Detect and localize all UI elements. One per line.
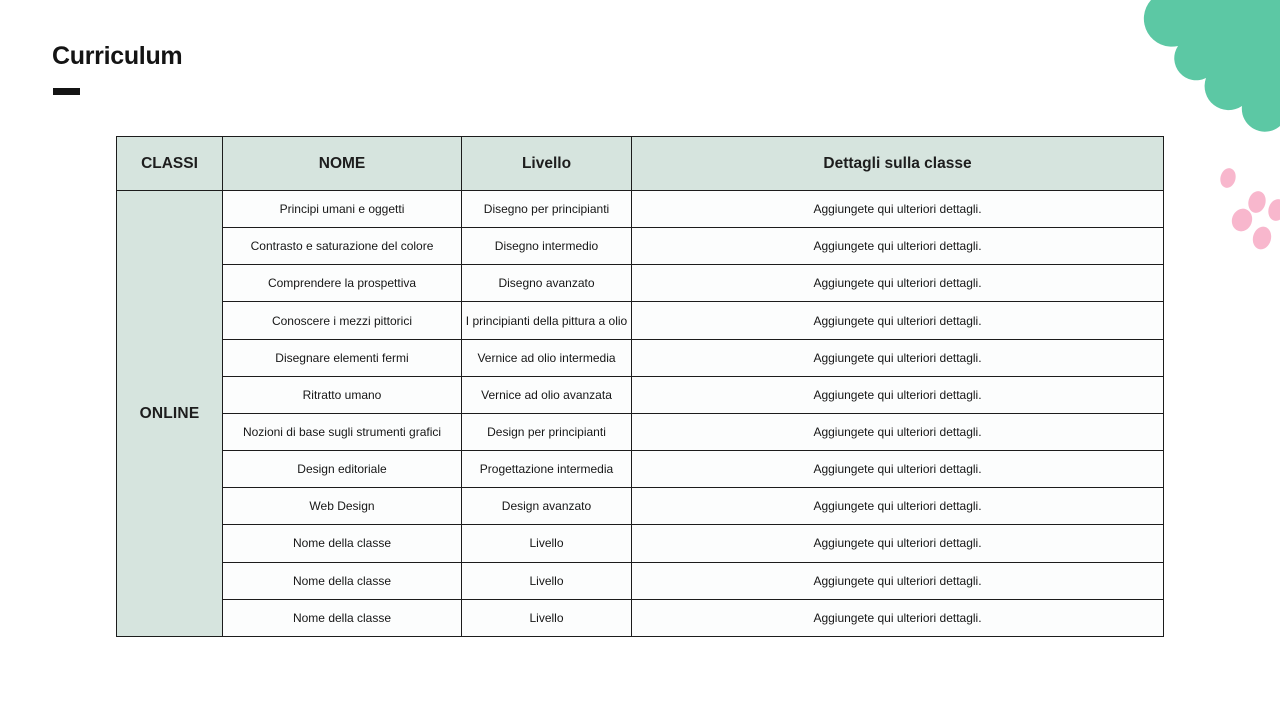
- level-cell: Disegno avanzato: [462, 265, 632, 302]
- details-cell: Aggiungete qui ulteriori dettagli.: [632, 265, 1164, 302]
- table-header-row: [117, 137, 1164, 191]
- table-row: [117, 488, 1164, 525]
- details-cell: Aggiungete qui ulteriori dettagli.: [632, 451, 1164, 488]
- level-cell: Disegno per principianti: [462, 191, 632, 228]
- table-row: [117, 376, 1164, 413]
- page-title: Curriculum: [52, 42, 183, 70]
- details-cell: Aggiungete qui ulteriori dettagli.: [632, 562, 1164, 599]
- details-cell: Aggiungete qui ulteriori dettagli.: [632, 599, 1164, 636]
- level-cell: Vernice ad olio intermedia: [462, 339, 632, 376]
- level-cell: Design avanzato: [462, 488, 632, 525]
- pink-dots-decoration: [1215, 160, 1280, 255]
- header-nome: NOME: [223, 137, 462, 191]
- class-name-cell: Disegnare elementi fermi: [223, 339, 462, 376]
- table-row: [117, 339, 1164, 376]
- level-cell: Vernice ad olio avanzata: [462, 376, 632, 413]
- level-cell: Disegno intermedio: [462, 228, 632, 265]
- pink-dot: [1218, 166, 1238, 189]
- level-cell: Livello: [462, 562, 632, 599]
- details-cell: Aggiungete qui ulteriori dettagli.: [632, 228, 1164, 265]
- header-dettagli: Dettagli sulla classe: [632, 137, 1164, 191]
- level-cell: Livello: [462, 599, 632, 636]
- details-cell: Aggiungete qui ulteriori dettagli.: [632, 525, 1164, 562]
- table-row: [117, 265, 1164, 302]
- details-cell: Aggiungete qui ulteriori dettagli.: [632, 488, 1164, 525]
- table-row: [117, 599, 1164, 636]
- curriculum-table: [116, 136, 1164, 637]
- table-row: [117, 413, 1164, 450]
- details-cell: Aggiungete qui ulteriori dettagli.: [632, 339, 1164, 376]
- pink-dot: [1246, 189, 1268, 215]
- class-name-cell: Nozioni di base sugli strumenti grafici: [223, 413, 462, 450]
- details-cell: Aggiungete qui ulteriori dettagli.: [632, 376, 1164, 413]
- table-row: [117, 191, 1164, 228]
- details-cell: Aggiungete qui ulteriori dettagli.: [632, 302, 1164, 339]
- teal-blob-decoration: [1120, 0, 1280, 150]
- class-name-cell: Ritratto umano: [223, 376, 462, 413]
- class-name-cell: Nome della classe: [223, 525, 462, 562]
- level-cell: I principianti della pittura a olio: [462, 302, 632, 339]
- pink-dot: [1266, 197, 1280, 223]
- class-name-cell: Nome della classe: [223, 599, 462, 636]
- class-name-cell: Conoscere i mezzi pittorici: [223, 302, 462, 339]
- class-name-cell: Web Design: [223, 488, 462, 525]
- class-name-cell: Nome della classe: [223, 562, 462, 599]
- class-name-cell: Design editoriale: [223, 451, 462, 488]
- table-row: [117, 302, 1164, 339]
- table-row: [117, 525, 1164, 562]
- pink-dot: [1250, 225, 1273, 252]
- details-cell: Aggiungete qui ulteriori dettagli.: [632, 191, 1164, 228]
- class-name-cell: Principi umani e oggetti: [223, 191, 462, 228]
- table-row: [117, 451, 1164, 488]
- level-cell: Progettazione intermedia: [462, 451, 632, 488]
- level-cell: Livello: [462, 525, 632, 562]
- header-classi: CLASSI: [117, 137, 223, 191]
- details-cell: Aggiungete qui ulteriori dettagli.: [632, 413, 1164, 450]
- level-cell: Design per principianti: [462, 413, 632, 450]
- class-name-cell: Comprendere la prospettiva: [223, 265, 462, 302]
- table-row: [117, 228, 1164, 265]
- header-livello: Livello: [462, 137, 632, 191]
- teal-blob-shape: [1144, 0, 1280, 132]
- class-name-cell: Contrasto e saturazione del colore: [223, 228, 462, 265]
- table-row: [117, 562, 1164, 599]
- title-dash: [53, 88, 80, 95]
- group-cell-online: ONLINE: [117, 191, 223, 637]
